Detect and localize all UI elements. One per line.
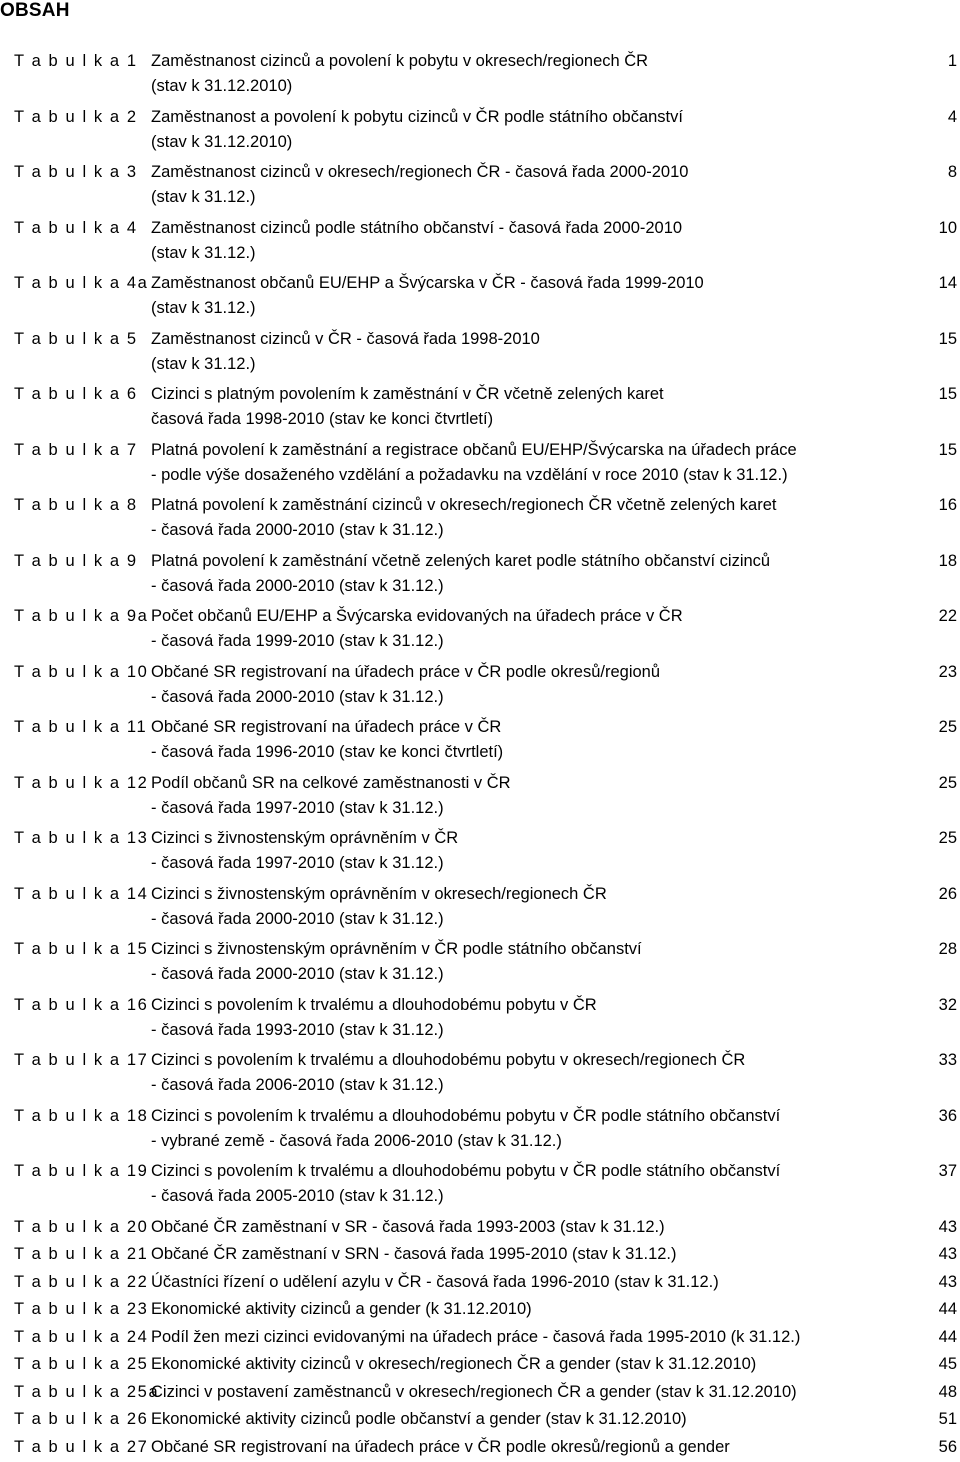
toc-entry-label: T a b u l k a 25a — [14, 1380, 144, 1405]
toc-entry-label: T a b u l k a 26 — [14, 1407, 144, 1432]
toc-entry-title: Ekonomické aktivity cizinců a gender (k 31.12.2010) — [151, 1297, 532, 1322]
toc-entry-page-number: 14 — [939, 271, 957, 296]
toc-entry-label: T a b u l k a 2 — [14, 105, 144, 130]
toc-entry-title: Cizinci s povolením k trvalému a dlouhodobému pobytu v okresech/regionech ČR — [151, 1048, 745, 1073]
toc-entry-label: T a b u l k a 25 — [14, 1352, 144, 1377]
toc-entry-title: Cizinci v postavení zaměstnanců v okresech/regionech ČR a gender (stav k 31.12.2010) — [151, 1380, 797, 1405]
toc-entry — [0, 327, 960, 383]
toc-entry-label: T a b u l k a 1 — [14, 49, 144, 74]
toc-entry-subtitle: - časová řada 1999-2010 (stav k 31.12.) — [151, 629, 444, 654]
toc-entry-title: Zaměstnanost občanů EU/EHP a Švýcarska v ČR - časová řada 1999-2010 — [151, 271, 704, 296]
toc-entry — [0, 604, 960, 660]
toc-entry-page-number: 25 — [939, 715, 957, 740]
toc-entry-title: Zaměstnanost cizinců v okresech/regionech ČR - časová řada 2000-2010 — [151, 160, 688, 185]
toc-entry-page-number: 45 — [939, 1352, 957, 1377]
toc-entry-title: Ekonomické aktivity cizinců v okresech/regionech ČR a gender (stav k 31.12.2010) — [151, 1352, 756, 1377]
toc-entry-page-number: 43 — [939, 1270, 957, 1295]
toc-entry — [0, 826, 960, 882]
toc-entry-page-number: 8 — [948, 160, 957, 185]
toc-entry-page-number: 15 — [939, 327, 957, 352]
toc-entry — [0, 1159, 960, 1215]
toc-entry-label: T a b u l k a 3 — [14, 160, 144, 185]
table-of-contents — [0, 49, 960, 1462]
toc-entry-subtitle: - časová řada 1997-2010 (stav k 31.12.) — [151, 851, 444, 876]
toc-entry-subtitle: - časová řada 2000-2010 (stav k 31.12.) — [151, 962, 444, 987]
toc-entry-page-number: 33 — [939, 1048, 957, 1073]
toc-entry — [0, 937, 960, 993]
toc-entry-label: T a b u l k a 6 — [14, 382, 144, 407]
toc-entry-label: T a b u l k a 16 — [14, 993, 144, 1018]
toc-entry — [0, 660, 960, 716]
toc-entry-title: Podíl občanů SR na celkové zaměstnanosti v ČR — [151, 771, 511, 796]
toc-entry-page-number: 23 — [939, 660, 957, 685]
toc-entry-label: T a b u l k a 18 — [14, 1104, 144, 1129]
toc-entry-title: Cizinci s povolením k trvalému a dlouhodobému pobytu v ČR — [151, 993, 597, 1018]
toc-entry — [0, 1270, 960, 1298]
toc-entry-page-number: 44 — [939, 1325, 957, 1350]
toc-entry-title: Cizinci s povolením k trvalému a dlouhodobému pobytu v ČR podle státního občanství — [151, 1159, 780, 1184]
toc-entry-page-number: 51 — [939, 1407, 957, 1432]
toc-entry-page-number: 25 — [939, 826, 957, 851]
toc-entry-label: T a b u l k a 15 — [14, 937, 144, 962]
toc-entry-subtitle: - časová řada 1996-2010 (stav ke konci čtvrtletí) — [151, 740, 503, 765]
toc-entry-label: T a b u l k a 24 — [14, 1325, 144, 1350]
toc-entry-title: Občané ČR zaměstnaní v SR - časová řada 1993-2003 (stav k 31.12.) — [151, 1215, 665, 1240]
toc-entry-page-number: 15 — [939, 438, 957, 463]
toc-entry-subtitle: (stav k 31.12.) — [151, 352, 256, 377]
toc-entry-title: Zaměstnanost cizinců v ČR - časová řada 1998-2010 — [151, 327, 540, 352]
toc-entry — [0, 1048, 960, 1104]
toc-entry-label: T a b u l k a 4 — [14, 216, 144, 241]
toc-entry-page-number: 37 — [939, 1159, 957, 1184]
toc-entry-page-number: 32 — [939, 993, 957, 1018]
toc-entry-page-number: 48 — [939, 1380, 957, 1405]
toc-entry-page-number: 4 — [948, 105, 957, 130]
toc-entry-subtitle: - časová řada 2005-2010 (stav k 31.12.) — [151, 1184, 444, 1209]
toc-entry-page-number: 25 — [939, 771, 957, 796]
toc-entry — [0, 1104, 960, 1160]
toc-entry-page-number: 28 — [939, 937, 957, 962]
toc-entry — [0, 493, 960, 549]
toc-entry-subtitle: (stav k 31.12.2010) — [151, 130, 292, 155]
toc-entry-subtitle: - časová řada 1993-2010 (stav k 31.12.) — [151, 1018, 444, 1043]
toc-entry-title: Občané SR registrovaní na úřadech práce v ČR podle okresů/regionů a gender — [151, 1435, 730, 1460]
toc-entry-label: T a b u l k a 10 — [14, 660, 144, 685]
toc-entry-label: T a b u l k a 11 — [14, 715, 144, 740]
toc-entry-subtitle: (stav k 31.12.) — [151, 296, 256, 321]
toc-entry — [0, 1407, 960, 1435]
toc-entry-page-number: 16 — [939, 493, 957, 518]
toc-entry-page-number: 22 — [939, 604, 957, 629]
toc-entry-page-number: 56 — [939, 1435, 957, 1460]
toc-entry-subtitle: - časová řada 2000-2010 (stav k 31.12.) — [151, 518, 444, 543]
toc-entry-title: Cizinci s povolením k trvalému a dlouhodobému pobytu v ČR podle státního občanství — [151, 1104, 780, 1129]
toc-entry-title: Cizinci s živnostenským oprávněním v ČR podle státního občanství — [151, 937, 642, 962]
toc-entry-label: T a b u l k a 12 — [14, 771, 144, 796]
toc-entry-title: Platná povolení k zaměstnání a registrace občanů EU/EHP/Švýcarska na úřadech práce — [151, 438, 797, 463]
toc-entry — [0, 160, 960, 216]
toc-entry — [0, 216, 960, 272]
toc-entry-page-number: 44 — [939, 1297, 957, 1322]
toc-entry-title: Platná povolení k zaměstnání cizinců v okresech/regionech ČR včetně zelených karet — [151, 493, 777, 518]
toc-entry-title: Zaměstnanost cizinců a povolení k pobytu v okresech/regionech ČR — [151, 49, 648, 74]
toc-entry-title: Počet občanů EU/EHP a Švýcarska evidovaných na úřadech práce v ČR — [151, 604, 683, 629]
toc-entry — [0, 1352, 960, 1380]
toc-entry-page-number: 26 — [939, 882, 957, 907]
toc-entry-label: T a b u l k a 14 — [14, 882, 144, 907]
toc-entry-title: Cizinci s živnostenským oprávněním v okresech/regionech ČR — [151, 882, 607, 907]
toc-entry-subtitle: - časová řada 1997-2010 (stav k 31.12.) — [151, 796, 444, 821]
toc-entry-title: Platná povolení k zaměstnání včetně zelených karet podle státního občanství cizinců — [151, 549, 770, 574]
toc-entry-subtitle: - podle výše dosaženého vzdělání a požadavku na vzdělání v roce 2010 (stav k 31.12.) — [151, 463, 788, 488]
toc-entry — [0, 1435, 960, 1462]
toc-entry-label: T a b u l k a 22 — [14, 1270, 144, 1295]
toc-entry-title: Zaměstnanost a povolení k pobytu cizinců v ČR podle státního občanství — [151, 105, 683, 130]
toc-entry-page-number: 43 — [939, 1242, 957, 1267]
toc-entry-subtitle: časová řada 1998-2010 (stav ke konci čtvrtletí) — [151, 407, 493, 432]
toc-entry — [0, 993, 960, 1049]
toc-entry — [0, 1215, 960, 1243]
toc-entry-page-number: 10 — [939, 216, 957, 241]
toc-entry-label: T a b u l k a 20 — [14, 1215, 144, 1240]
toc-entry — [0, 1242, 960, 1270]
toc-entry-subtitle: - časová řada 2000-2010 (stav k 31.12.) — [151, 907, 444, 932]
toc-entry — [0, 715, 960, 771]
toc-entry-label: T a b u l k a 27 — [14, 1435, 144, 1460]
toc-entry-title: Občané ČR zaměstnaní v SRN - časová řada 1995-2010 (stav k 31.12.) — [151, 1242, 677, 1267]
toc-entry-label: T a b u l k a 17 — [14, 1048, 144, 1073]
toc-entry-label: T a b u l k a 23 — [14, 1297, 144, 1322]
toc-entry — [0, 1297, 960, 1325]
toc-entry — [0, 105, 960, 161]
toc-entry-subtitle: (stav k 31.12.) — [151, 241, 256, 266]
toc-entry — [0, 438, 960, 494]
page-title: OBSAH — [0, 0, 70, 22]
toc-entry-subtitle: - vybrané země - časová řada 2006-2010 (stav k 31.12.) — [151, 1129, 562, 1154]
toc-entry-page-number: 15 — [939, 382, 957, 407]
toc-entry-label: T a b u l k a 21 — [14, 1242, 144, 1267]
toc-entry — [0, 1325, 960, 1353]
toc-entry — [0, 49, 960, 105]
toc-entry — [0, 549, 960, 605]
toc-entry-title: Ekonomické aktivity cizinců podle občanství a gender (stav k 31.12.2010) — [151, 1407, 687, 1432]
toc-entry-title: Podíl žen mezi cizinci evidovanými na úřadech práce - časová řada 1995-2010 (k 31.12.) — [151, 1325, 800, 1350]
toc-entry-label: T a b u l k a 9a — [14, 604, 144, 629]
toc-entry-page-number: 43 — [939, 1215, 957, 1240]
toc-entry-subtitle: (stav k 31.12.) — [151, 185, 256, 210]
toc-entry — [0, 1380, 960, 1408]
toc-entry-subtitle: (stav k 31.12.2010) — [151, 74, 292, 99]
toc-entry-label: T a b u l k a 19 — [14, 1159, 144, 1184]
toc-entry-subtitle: - časová řada 2000-2010 (stav k 31.12.) — [151, 574, 444, 599]
toc-entry — [0, 382, 960, 438]
toc-entry-label: T a b u l k a 4a — [14, 271, 144, 296]
toc-entry — [0, 771, 960, 827]
toc-entry-label: T a b u l k a 8 — [14, 493, 144, 518]
toc-entry-subtitle: - časová řada 2000-2010 (stav k 31.12.) — [151, 685, 444, 710]
toc-entry-subtitle: - časová řada 2006-2010 (stav k 31.12.) — [151, 1073, 444, 1098]
toc-entry-title: Občané SR registrovaní na úřadech práce v ČR — [151, 715, 501, 740]
toc-entry — [0, 882, 960, 938]
toc-entry-title: Účastníci řízení o udělení azylu v ČR - časová řada 1996-2010 (stav k 31.12.) — [151, 1270, 719, 1295]
toc-entry-title: Cizinci s platným povolením k zaměstnání v ČR včetně zelených karet — [151, 382, 664, 407]
toc-entry-label: T a b u l k a 5 — [14, 327, 144, 352]
toc-entry-label: T a b u l k a 9 — [14, 549, 144, 574]
toc-entry-title: Cizinci s živnostenským oprávněním v ČR — [151, 826, 458, 851]
toc-entry-label: T a b u l k a 7 — [14, 438, 144, 463]
toc-entry-title: Zaměstnanost cizinců podle státního občanství - časová řada 2000-2010 — [151, 216, 682, 241]
toc-entry-page-number: 36 — [939, 1104, 957, 1129]
toc-entry — [0, 271, 960, 327]
toc-entry-page-number: 1 — [948, 49, 957, 74]
toc-entry-label: T a b u l k a 13 — [14, 826, 144, 851]
toc-entry-page-number: 18 — [939, 549, 957, 574]
toc-entry-title: Občané SR registrovaní na úřadech práce v ČR podle okresů/regionů — [151, 660, 660, 685]
